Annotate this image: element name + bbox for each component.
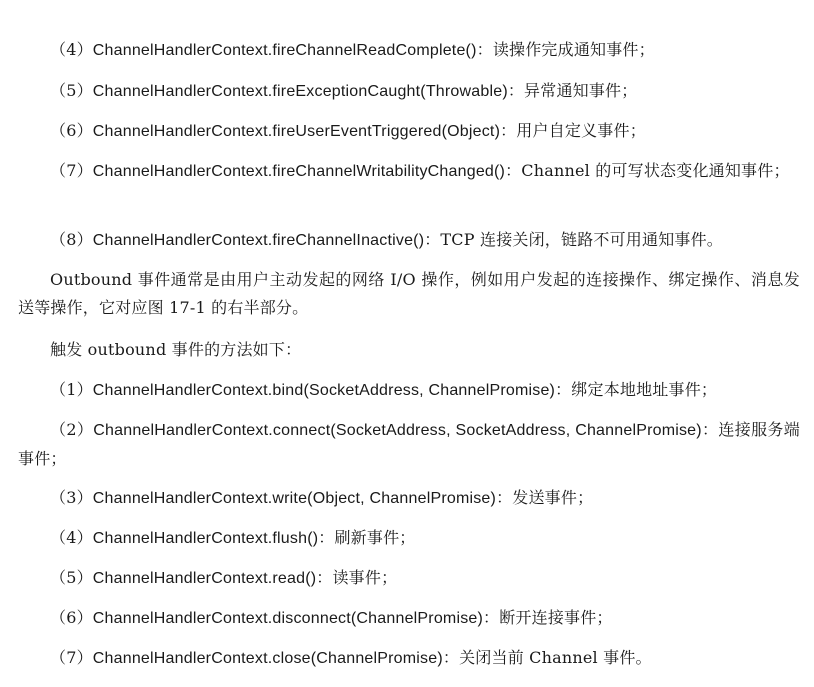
paragraph-outbound-flush [18,524,800,553]
paragraph-inbound-writability [18,157,800,186]
paragraph-inbound-read-complete [18,36,800,65]
method-signature: ChannelHandlerContext.bind(SocketAddress, ChannelPromise) [92,382,556,399]
item-number: （8） [50,230,93,249]
item-number: （3） [50,488,93,507]
method-description: ：发送事件； [496,488,594,507]
method-description: ：断开连接事件； [483,608,613,627]
paragraph-outbound-disconnect [18,604,800,633]
method-signature: ChannelHandlerContext.fireExceptionCaught(Throwable) [92,83,508,100]
paragraph-inbound-exception [18,77,800,106]
item-number: （5） [50,568,93,587]
method-signature: ChannelHandlerContext.fireChannelReadComplete() [92,42,477,59]
item-number: （7） [50,648,93,667]
method-signature: ChannelHandlerContext.write(Object, ChannelPromise) [92,490,497,507]
item-number: （6） [50,121,93,140]
method-signature: ChannelHandlerContext.fireChannelWritabilityChanged() [92,163,506,180]
method-description: ：异常通知事件； [507,81,638,100]
method-description: ：TCP 连接关闭，链路不可用通知事件。 [424,230,724,249]
method-description: ：读事件； [316,568,398,587]
paragraph-outbound-intro [18,266,800,322]
paragraph-outbound-write [18,484,800,513]
method-signature: ChannelHandlerContext.fireChannelInactive() [92,232,425,249]
paragraph-outbound-close [18,644,800,673]
paragraph-outbound-methods-heading [18,336,800,364]
body-text: Outbound 事件通常是由用户主动发起的网络 I/O 操作，例如用户发起的连接操作、绑定操作、消息发送等操作，它对应图 17-1 的右半部分。 [18,270,800,317]
item-number: （5） [50,81,93,100]
item-number: （7） [50,161,93,180]
item-number: （4） [50,528,93,547]
method-description: ：Channel 的可写状态变化通知事件； [505,161,790,180]
paragraph-outbound-bind [18,376,800,405]
paragraph-inbound-user-event [18,117,800,146]
paragraph-inbound-inactive [18,226,800,255]
item-number: （2） [50,420,94,439]
item-number: （4） [50,40,93,59]
method-description: ：连接服务端事件； [18,420,801,468]
paragraph-outbound-read [18,564,800,593]
item-number: （6） [50,608,93,627]
method-signature: ChannelHandlerContext.close(ChannelPromise) [92,650,443,667]
method-signature: ChannelHandlerContext.flush() [92,530,319,547]
method-signature: ChannelHandlerContext.read() [92,570,317,587]
paragraph-outbound-connect [18,416,800,473]
method-signature: ChannelHandlerContext.connect(SocketAddress, SocketAddress, ChannelPromise) [93,422,702,439]
method-signature: ChannelHandlerContext.fireUserEventTriggered(Object) [92,123,501,140]
method-description: ：用户自定义事件； [500,121,646,140]
method-description: ：刷新事件； [318,528,416,547]
method-signature: ChannelHandlerContext.disconnect(ChannelPromise) [92,610,484,627]
body-text: 触发 outbound 事件的方法如下： [50,340,302,359]
method-description: ：关闭当前 Channel 事件。 [442,648,652,667]
item-number: （1） [50,380,93,399]
method-description: ：绑定本地地址事件； [555,380,718,399]
method-description: ：读操作完成通知事件； [476,40,655,59]
